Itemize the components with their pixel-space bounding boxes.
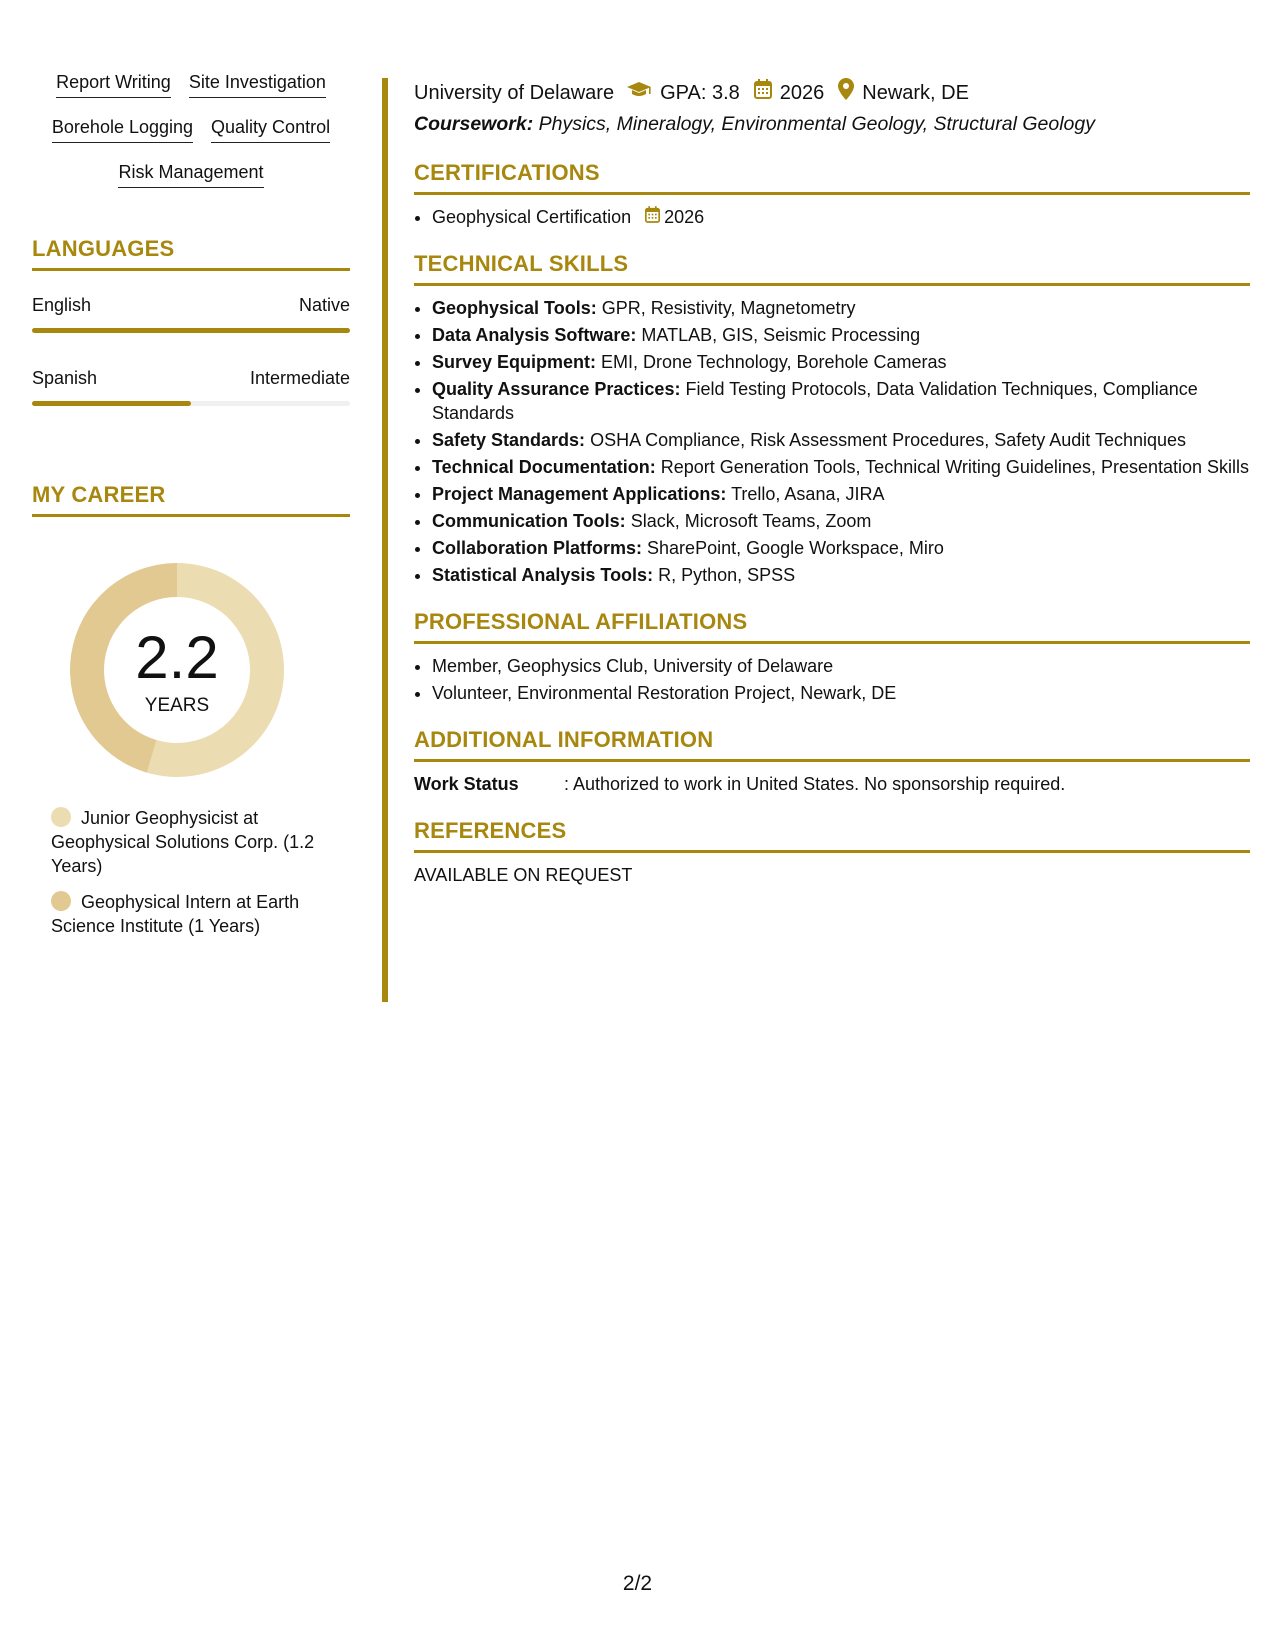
legend-item bbox=[51, 806, 343, 878]
gpa: GPA: 3.8 bbox=[660, 82, 740, 104]
legend-item bbox=[51, 890, 343, 938]
coursework bbox=[414, 110, 1250, 138]
certification-year: 2026 bbox=[664, 207, 705, 227]
language-bar bbox=[32, 328, 350, 333]
language-bar-fill bbox=[32, 401, 191, 406]
location: Newark, DE bbox=[862, 82, 969, 104]
career-unit: YEARS bbox=[144, 695, 210, 716]
legend-dot bbox=[51, 891, 71, 911]
education-line bbox=[414, 78, 1250, 108]
graduation-cap-icon bbox=[626, 79, 652, 107]
list-item: • Survey Equipment: EMI, Drone Technology, Borehole Cameras bbox=[432, 350, 1250, 374]
tag-row bbox=[32, 115, 350, 143]
list-item: • Collaboration Platforms: SharePoint, Google Workspace, Miro bbox=[432, 536, 1250, 560]
language-level: Native bbox=[298, 295, 350, 315]
additional-info-title: ADDITIONAL INFORMATION bbox=[414, 727, 1250, 762]
list-item: • Geophysical Tools: GPR, Resistivity, Magnetometry bbox=[432, 296, 1250, 320]
right-column bbox=[414, 78, 1250, 887]
career-section bbox=[32, 482, 350, 938]
technical-skills-list bbox=[414, 296, 1250, 587]
tag-row bbox=[32, 160, 350, 188]
references-title: REFERENCES bbox=[414, 818, 1250, 853]
affiliations-list bbox=[414, 654, 1250, 705]
work-status-row bbox=[414, 772, 1250, 796]
legend-label: Junior Geophysicist at Geophysical Solutions Corp. (1.2 Years) bbox=[51, 808, 315, 876]
list-item: • Communication Tools: Slack, Microsoft Teams, Zoom bbox=[432, 509, 1250, 533]
certification-name: • Geophysical Certification bbox=[432, 207, 632, 227]
left-column bbox=[32, 70, 350, 938]
language-bar bbox=[32, 401, 350, 406]
legend-dot bbox=[51, 807, 71, 827]
work-status-value: : Authorized to work in United States. No sponsorship required. bbox=[564, 774, 1066, 794]
page-number: 2/2 bbox=[622, 1572, 653, 1595]
skill-tag: Site Investigation bbox=[189, 70, 326, 98]
language-level: Intermediate bbox=[249, 368, 350, 388]
affiliations-title: PROFESSIONAL AFFILIATIONS bbox=[414, 609, 1250, 644]
calendar-icon bbox=[754, 79, 772, 107]
skill-tag: Quality Control bbox=[211, 115, 330, 143]
career-donut bbox=[32, 554, 350, 786]
coursework-text: Physics, Mineralogy, Environmental Geology, Structural Geology bbox=[538, 113, 1095, 135]
coursework-label: Coursework: bbox=[414, 113, 534, 135]
list-item: • Project Management Applications: Trello, Asana, JIRA bbox=[432, 482, 1250, 506]
career-title: MY CAREER bbox=[32, 482, 350, 517]
list-item: • Statistical Analysis Tools: R, Python, SPSS bbox=[432, 563, 1250, 587]
references-text: AVAILABLE ON REQUEST bbox=[414, 865, 633, 885]
skill-tag: Risk Management bbox=[118, 160, 263, 188]
graduation-year: 2026 bbox=[779, 82, 825, 104]
tag-row bbox=[32, 70, 350, 98]
language-name: English bbox=[32, 295, 92, 315]
legend-label: Geophysical Intern at Earth Science Institute (1 Years) bbox=[51, 892, 300, 936]
certifications-title: CERTIFICATIONS bbox=[414, 160, 1250, 195]
work-status-label: Work Status bbox=[414, 774, 519, 794]
calendar-icon bbox=[645, 205, 660, 229]
language-bar-fill bbox=[32, 328, 350, 333]
career-legend bbox=[32, 806, 350, 938]
list-item bbox=[432, 205, 1250, 229]
skills-tags bbox=[32, 70, 350, 188]
language-item bbox=[32, 293, 350, 333]
list-item: • Quality Assurance Practices: Field Testing Protocols, Data Validation Techniques, Compliance Standards bbox=[432, 377, 1250, 425]
list-item: • Safety Standards: OSHA Compliance, Risk Assessment Procedures, Safety Audit Techniques bbox=[432, 428, 1250, 452]
list-item: • Volunteer, Environmental Restoration Project, Newark, DE bbox=[432, 681, 1250, 705]
column-divider bbox=[382, 78, 388, 1002]
language-name: Spanish bbox=[32, 368, 98, 388]
career-total: 2.2 bbox=[135, 624, 219, 691]
skill-tag: Report Writing bbox=[56, 70, 171, 98]
language-item bbox=[32, 366, 350, 406]
technical-skills-title: TECHNICAL SKILLS bbox=[414, 251, 1250, 286]
skill-tag: Borehole Logging bbox=[52, 115, 193, 143]
list-item: • Technical Documentation: Report Generation Tools, Technical Writing Guidelines, Presentation Skills bbox=[432, 455, 1250, 479]
map-pin-icon bbox=[838, 78, 854, 108]
certifications-list bbox=[414, 205, 1250, 229]
list-item: • Member, Geophysics Club, University of Delaware bbox=[432, 654, 1250, 678]
languages-section bbox=[32, 236, 350, 406]
languages-title: LANGUAGES bbox=[32, 236, 350, 271]
list-item: • Data Analysis Software: MATLAB, GIS, Seismic Processing bbox=[432, 323, 1250, 347]
school-name: University of Delaware bbox=[414, 82, 615, 104]
